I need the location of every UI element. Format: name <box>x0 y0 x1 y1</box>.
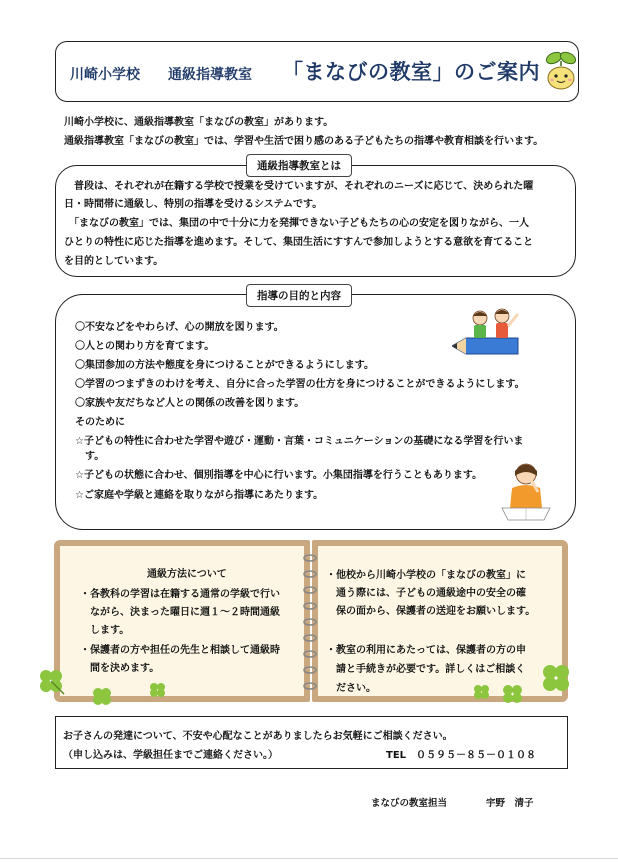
about-line-5: を目的としています。 <box>64 256 164 267</box>
clover-icon <box>88 686 118 706</box>
room-type: 通級指導教室 <box>168 67 252 83</box>
page-edge <box>0 858 618 859</box>
about-line-2: 日・時間帯に通級し、特別の指導を受けるシステムです。 <box>64 199 323 210</box>
goal-item-2: 〇人との関わり方を育てます。 <box>75 341 215 352</box>
clover-icon <box>470 683 494 701</box>
notebook-right-line-3: 保の面から、保護者の送迎をお願いします。 <box>326 606 536 617</box>
notebook-left-line-1: ・各教科の学習は在籍する通常の学級で行い <box>80 589 280 600</box>
notebook-right-line-6: ださい。 <box>326 683 376 694</box>
notebook-left-line-5: 間を決めます。 <box>80 663 160 674</box>
notebook-left-line-4: ・保護者の方や担任の先生と相談して通級時 <box>80 645 280 656</box>
sprout-mascot-icon <box>543 49 579 91</box>
clover-icon <box>146 681 170 699</box>
notebook-left-title: 通級方法について <box>147 569 227 580</box>
kids-on-pencil-illustration <box>452 302 532 360</box>
notebook-right-line-5: 請と手続きが必要です。詳しくはご相談く <box>326 664 526 675</box>
intro-line-1: 川崎小学校に、通級指導教室「まなびの教室」があります。 <box>64 117 334 128</box>
method-item-2: ☆子どもの状態に合わせ、個別指導を中心に行います。小集団指導を行うこともあります。 <box>75 470 483 481</box>
contact-line-1: お子さんの発達について、不安や心配なことがありましたらお気軽にご相談ください。 <box>63 731 453 742</box>
about-line-3: 「まなびの教室」では、集団の中で十分に力を発揮できない子どもたちの心の安定を図りながら、一人 <box>64 218 529 229</box>
intro-line-2: 通級指導教室「まなびの教室」では、学習や生活で困り感のある子どもたちの指導や教育相談を行います。 <box>64 136 544 147</box>
about-line-4: ひとりの特性に応じた指導を進めます。そして、集団生活にすすんで参加しようとする意欲を育てること <box>64 237 534 248</box>
goal-item-3: 〇集団参加の方法や態度を身につけることができるようにします。 <box>75 360 374 371</box>
goals-label: 指導の目的と内容 <box>246 284 352 307</box>
about-label: 通級指導教室とは <box>246 154 352 177</box>
goal-item-5: 〇家族や友だちなど人との関係の改善を図ります。 <box>75 398 305 409</box>
title-box <box>55 41 579 102</box>
about-line-1: 普段は、それぞれが在籍する学校で授業を受けていますが、それぞれのニーズに応じて、決められた曜 <box>64 181 534 192</box>
clover-icon <box>34 666 84 696</box>
goals-therefore: そのために <box>75 417 125 428</box>
signature-role: まなびの教室担当 <box>371 798 448 809</box>
notebook-right-page <box>312 540 568 702</box>
contact-box <box>55 716 568 769</box>
notebook-left-line-2: ながら、決まった曜日に週１～２時間通級 <box>80 607 280 618</box>
goal-item-4: 〇学習のつまずきのわけを考え、自分に合った学習の仕方を身につけることができるようにします。 <box>75 379 525 390</box>
goal-item-1: 〇不安などをやわらげ、心の開放を図ります。 <box>75 322 284 333</box>
notebook-right-line-4: ・教室の利用にあたっては、保護者の方の申 <box>326 645 526 656</box>
notebook-right-line-1: ・他校から川崎小学校の「まなびの教室」に <box>326 570 526 581</box>
contact-tel: TEL ０５９５－８５－０１０８ <box>386 750 537 761</box>
school-name: 川崎小学校 <box>70 67 140 83</box>
signature-name: 宇野 清子 <box>486 798 534 809</box>
notebook-rings <box>301 548 319 698</box>
clover-icon <box>498 683 530 705</box>
method-item-1: ☆子どもの特性に合わせた学習や遊び・運動・言葉・コミュニケーションの基礎になる学習を行いま <box>75 436 524 447</box>
method-item-1-cont: す。 <box>75 451 105 462</box>
notebook-left-line-3: します。 <box>80 625 130 636</box>
notebook-right-line-2: 通う際には、子どもの通級途中の安全の確 <box>326 588 526 599</box>
clover-icon <box>536 662 580 694</box>
contact-line-2: （申し込みは、学級担任までご連絡ください。） <box>63 750 278 761</box>
page-title: 「まなびの教室」のご案内 <box>282 60 540 84</box>
method-item-3: ☆ご家庭や学級と連絡を取りながら指導にあたります。 <box>75 490 324 501</box>
child-studying-illustration <box>498 458 554 524</box>
